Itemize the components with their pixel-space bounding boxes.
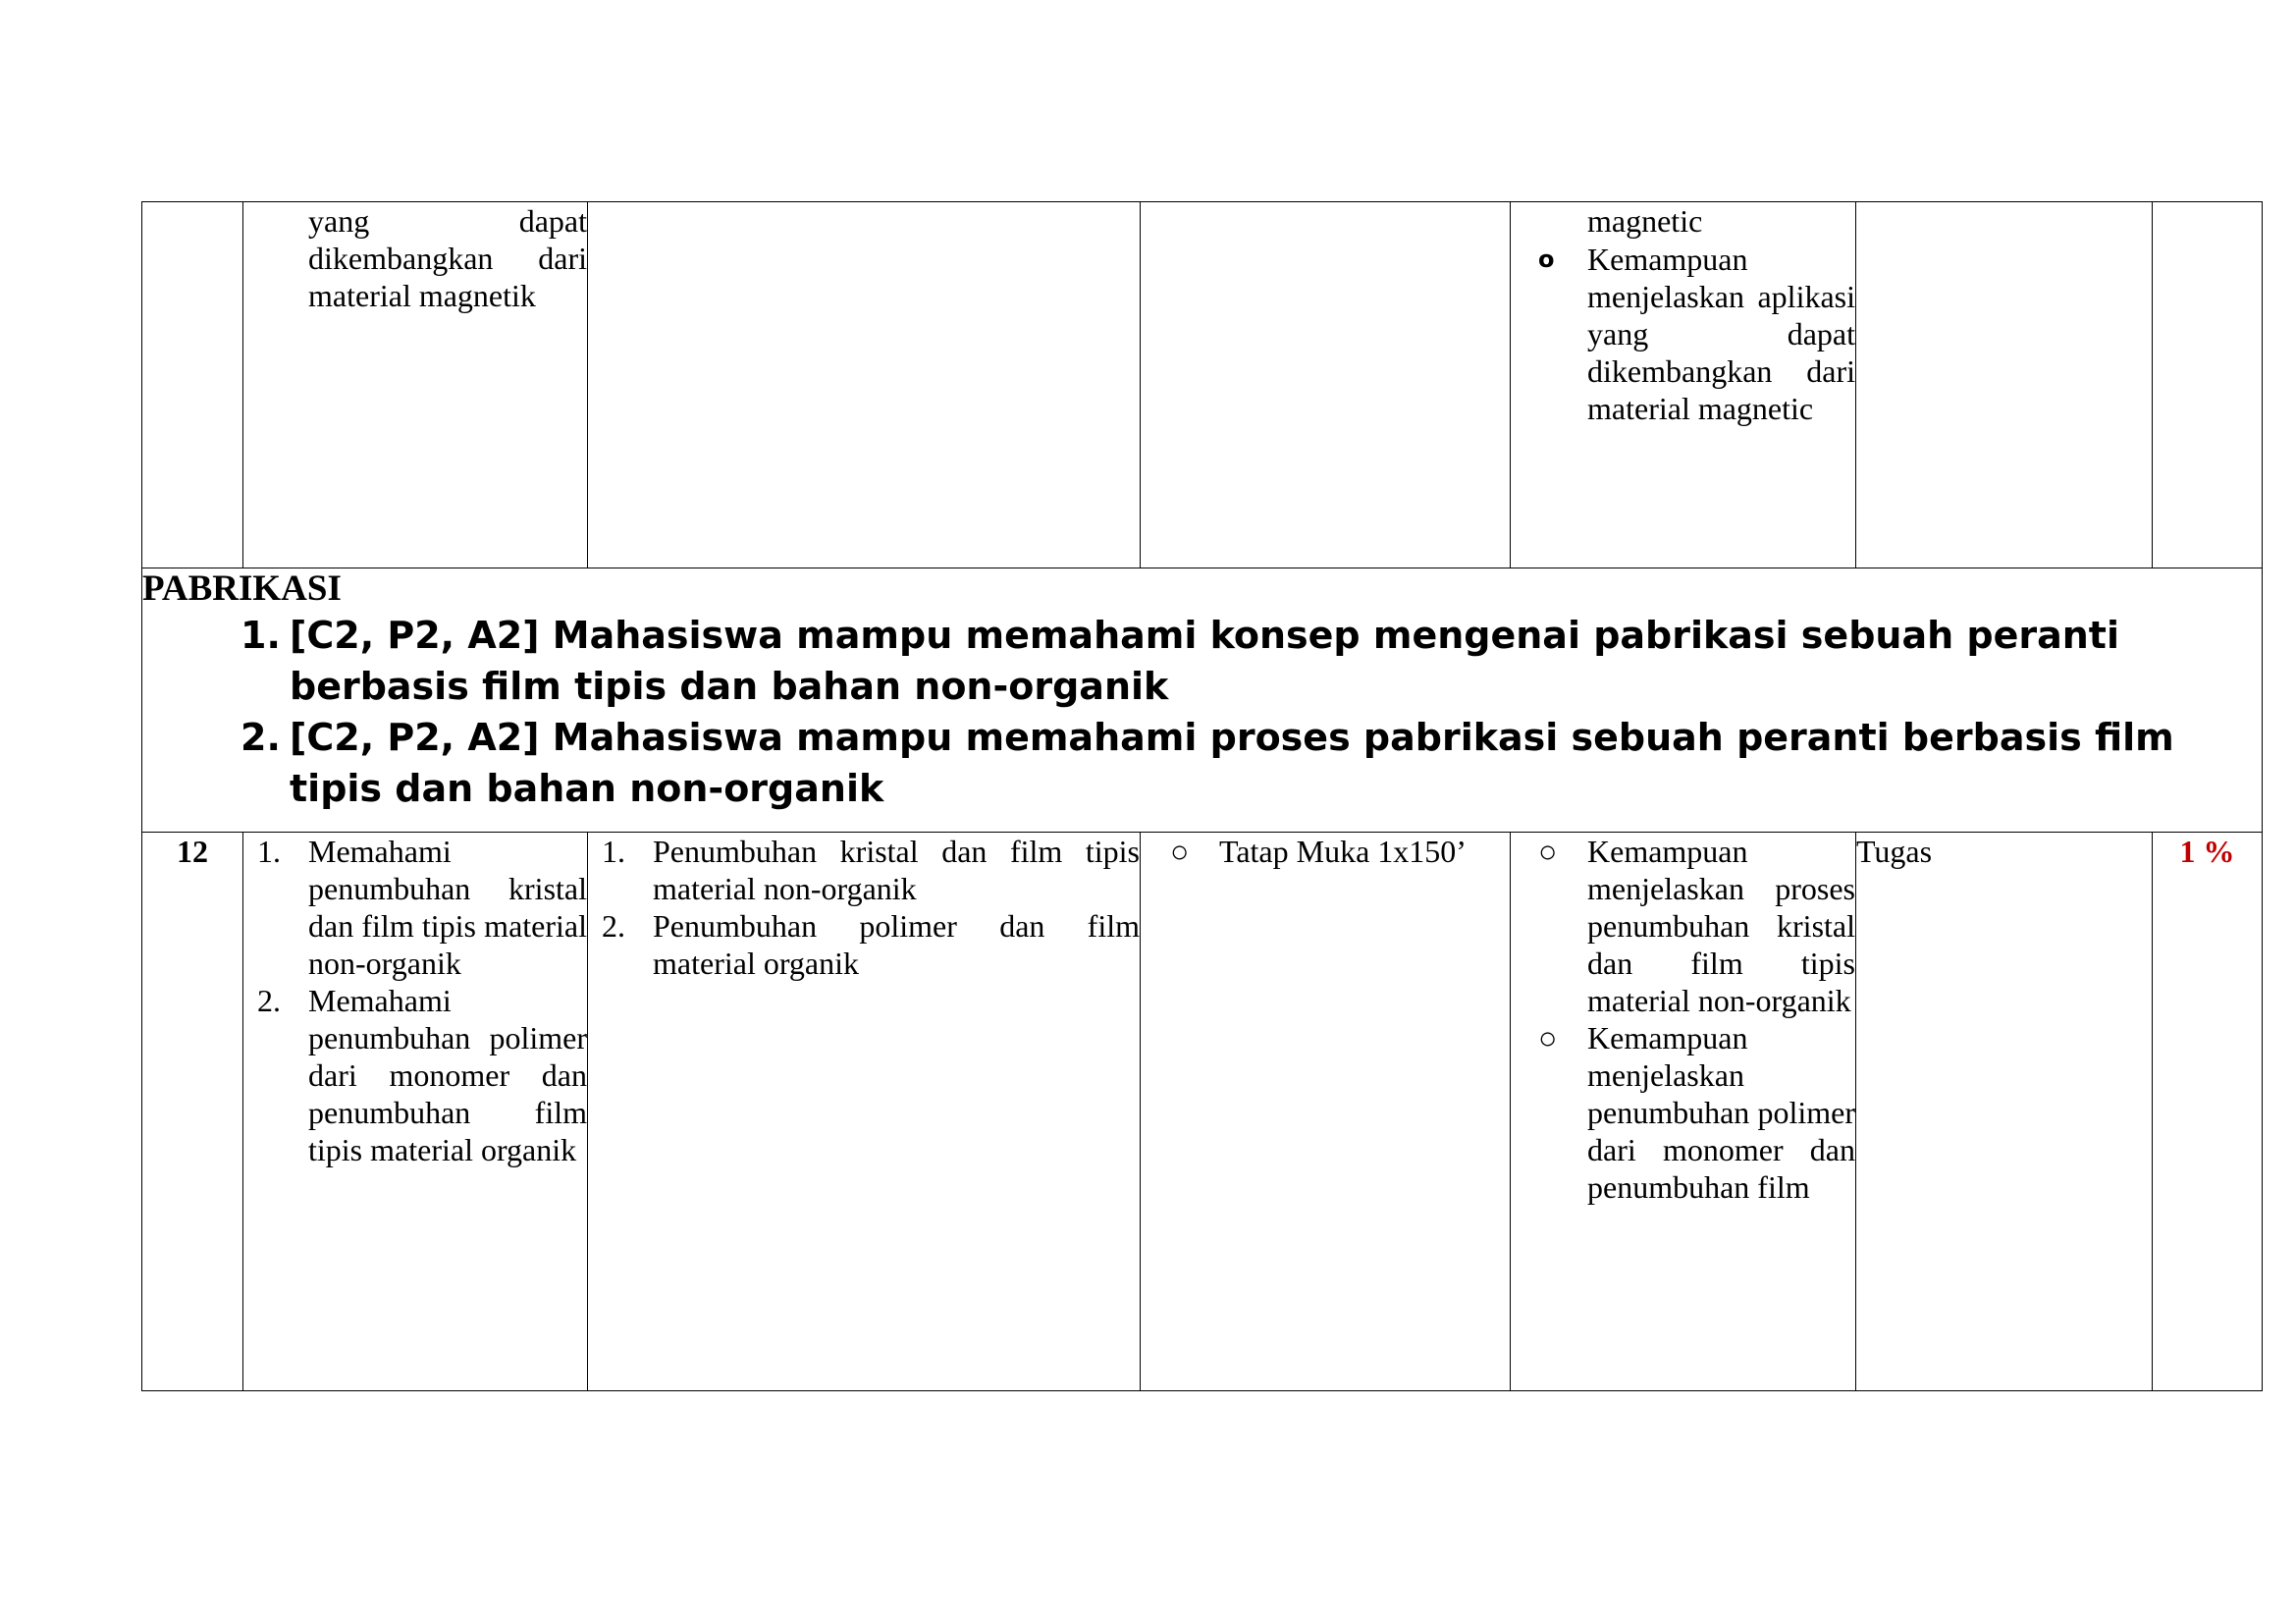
course-plan-table (141, 201, 2263, 1391)
indicator-item: ○ Kemampuan menjelaskan proses penumbuhan kristal dan film tipis material non-organik (1538, 834, 1855, 1018)
material-cell (588, 833, 1141, 1391)
circle-bullet-icon: ○ (1538, 834, 1558, 869)
indicator-cell-continued (1511, 202, 1856, 568)
material-cell-empty (588, 202, 1141, 568)
weight-cell: 1 % (2153, 833, 2263, 1391)
material-item: 1. Penumbuhan kristal dan film tipis material non-organik (602, 834, 1140, 906)
assessment-cell: Tugas (1856, 833, 2153, 1391)
goal-cell (243, 833, 588, 1391)
section-cell (142, 568, 2263, 833)
material-item: 2. Penumbuhan polimer dan film material organik (602, 908, 1140, 981)
week-cell-empty (142, 202, 243, 568)
goal-item: 2. Memahami penumbuhan polimer dari monomer dan penumbuhan film tipis material organik (257, 983, 587, 1167)
goal-number: 2. (240, 716, 281, 759)
ring-bullet-icon: o (1538, 245, 1555, 273)
section-goal-item (142, 712, 2262, 814)
goal-cell-continued (243, 202, 588, 568)
indicator-continued-text: magnetic (1587, 203, 1703, 239)
week-number: 12 (142, 833, 243, 1391)
section-row (142, 568, 2263, 833)
method-cell (1141, 833, 1511, 1391)
method-item: ○ Tatap Muka 1x150’ (1170, 834, 1467, 869)
weight-cell-empty (2153, 202, 2263, 568)
section-title: PABRIKASI (142, 568, 342, 609)
goal-continued-text: yang dapat dikembangkan dari material magnetik (308, 203, 587, 313)
assessment-cell-empty (1856, 202, 2153, 568)
goal-text: [C2, P2, A2] Mahasiswa mampu memahami proses pabrikasi sebuah peranti berbasis film tipis dan bahan non-organik (290, 716, 2174, 810)
table-row-continuation (142, 202, 2263, 568)
indicator-item: o Kemampuan menjelaskan aplikasi yang dapat dikembangkan dari material magnetic (1538, 242, 1855, 426)
section-goal-item (142, 610, 2262, 712)
section-goal-list (142, 610, 2262, 814)
circle-bullet-icon: ○ (1538, 1020, 1558, 1055)
indicator-item: ○ Kemampuan menjelaskan penumbuhan polimer dari monomer dan penumbuhan film (1538, 1020, 1855, 1205)
circle-bullet-icon: ○ (1170, 834, 1190, 869)
table-row-week-12 (142, 833, 2263, 1391)
goal-item: 1. Memahami penumbuhan kristal dan film tipis material non-organik (257, 834, 587, 981)
indicator-cell (1511, 833, 1856, 1391)
goal-text: [C2, P2, A2] Mahasiswa mampu memahami konsep mengenai pabrikasi sebuah peranti berbasis film tipis dan bahan non-organik (290, 614, 2119, 708)
method-cell-empty (1141, 202, 1511, 568)
goal-number: 1. (240, 614, 281, 657)
